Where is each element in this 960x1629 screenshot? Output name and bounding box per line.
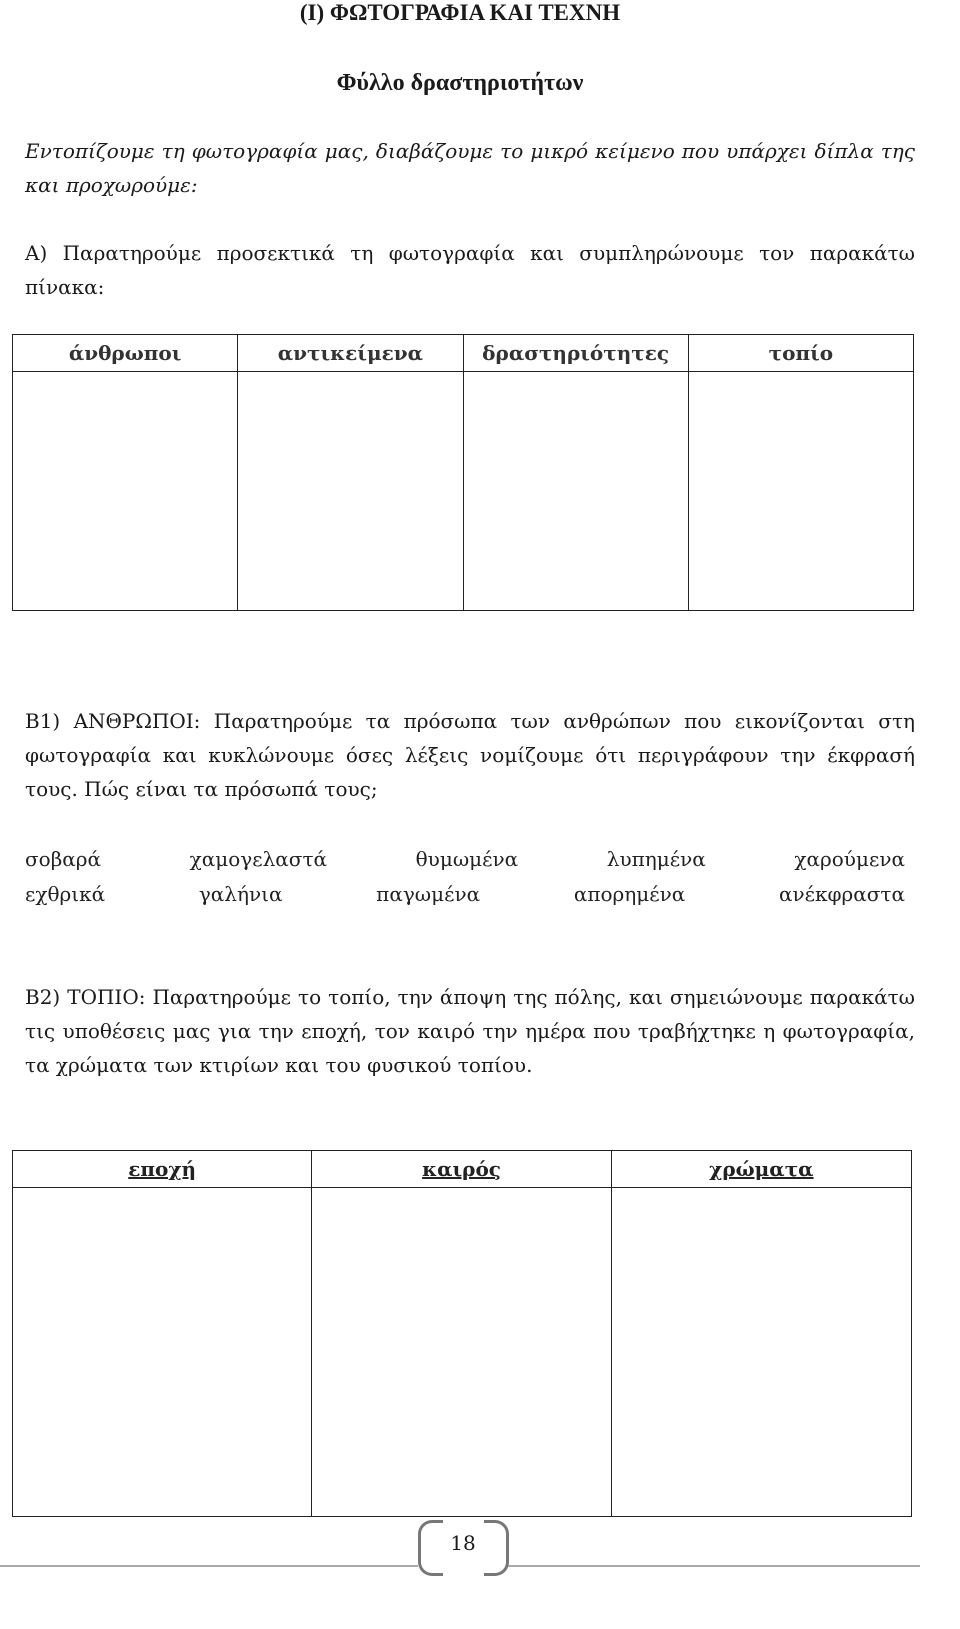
word-choice[interactable]: εχθρικά [25,882,106,906]
word-choice[interactable]: σοβαρά [25,847,102,871]
column-header: καιρός [312,1151,611,1188]
answer-cell[interactable] [463,372,688,611]
word-choices-row-2 [25,879,905,909]
answer-cell[interactable] [611,1188,911,1517]
word-choice[interactable]: θυμωμένα [415,847,519,871]
section-a-instruction: Α) Παρατηρούμε προσεκτικά τη φωτογραφία και συμπληρώνουμε τον παρακάτω πίνακα: [25,241,915,299]
column-header: χρώματα [611,1151,911,1188]
word-choice[interactable]: απορημένα [573,882,686,906]
footer-rule-left [0,1565,418,1567]
intro-text: Εντοπίζουμε τη φωτογραφία μας, διαβάζουμε το μικρό κείμενο που υπάρχει δίπλα της και προχωρούμε: [25,139,915,197]
word-choice[interactable]: ανέκφραστα [778,882,905,906]
word-choice[interactable]: παγωμένα [376,882,481,906]
answer-cell[interactable] [238,372,463,611]
word-choices-row-1 [25,844,905,874]
footer-rule-right [506,1565,920,1567]
answer-cell[interactable] [312,1188,611,1517]
chapter-title: (Ι) ΦΩΤΟΓΡΑΦΙΑ ΚΑΙ ΤΕΧΝΗ [299,0,621,25]
section-b2-instruction: Β2) ΤΟΠΙΟ: Παρατηρούμε το τοπίο, την άποψη της πόλης, και σημειώνουμε παρακάτω τις υποθέσεις μας για την εποχή, τον καιρό την ημέρα που τραβήχτηκε η φωτογραφία, τα χρώματα των κτιρίων και του φυσικού τοπίου. [25,985,915,1077]
answer-cell[interactable] [13,372,238,611]
column-header: εποχή [13,1151,312,1188]
section-b1-instruction: Β1) ΑΝΘΡΩΠΟΙ: Παρατηρούμε τα πρόσωπα των ανθρώπων που εικονίζονται στη φωτογραφία και κυκλώνουμε όσες λέξεις νομίζουμε ότι περιγράφουν την έκφρασή τους. Πώς είναι τα πρόσωπά τους; [25,709,915,801]
column-header: αντικείμενα [238,335,463,372]
answer-cell[interactable] [688,372,913,611]
answer-cell[interactable] [13,1188,312,1517]
column-header: τοπίο [688,335,913,372]
column-header: άνθρωποι [13,335,238,372]
word-choice[interactable]: χαμογελαστά [189,847,328,871]
page-number: 18 [450,1531,476,1555]
word-choice[interactable]: γαλήνια [198,882,283,906]
word-choice[interactable]: χαρούμενα [794,847,905,871]
sheet-title: Φύλλο δραστηριοτήτων [336,70,584,96]
right-brace-icon [484,1520,509,1576]
word-choice[interactable]: λυπημένα [606,847,706,871]
observation-table [12,334,914,611]
landscape-table [12,1150,912,1517]
column-header: δραστηριότητες [463,335,688,372]
